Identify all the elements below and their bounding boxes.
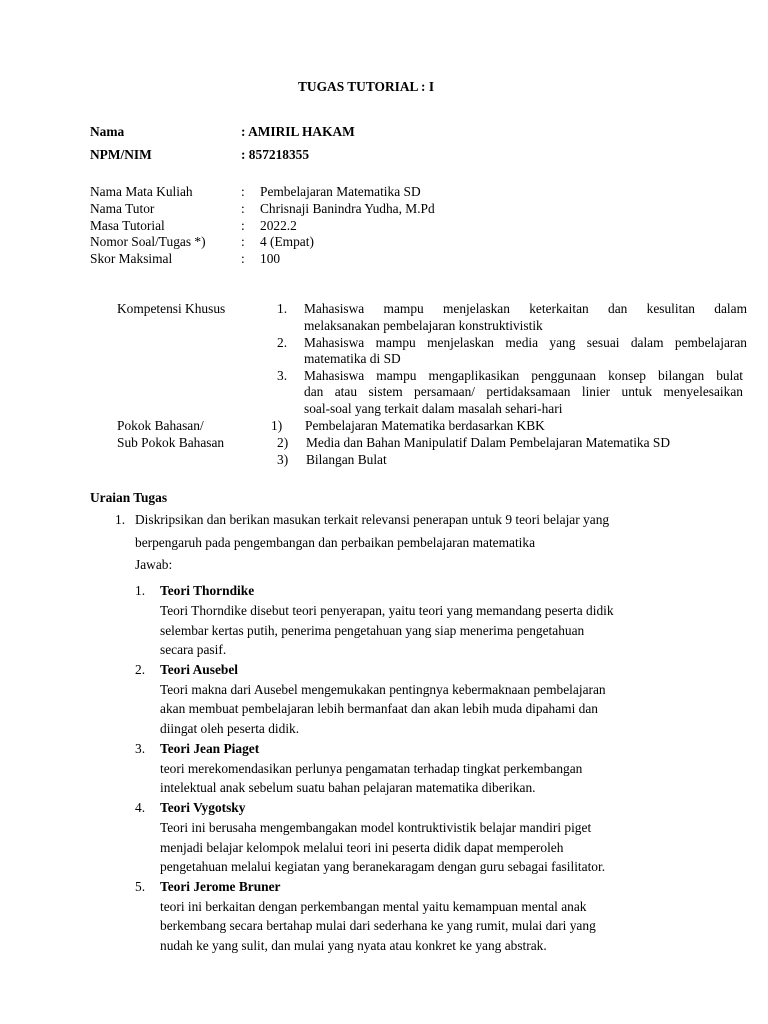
theory-text: intelektual anak sebelum suatu bahan pelajaran matematika diberikan.: [160, 780, 536, 795]
period-label: Masa Tutorial: [90, 218, 165, 233]
theory-text: secara pasif.: [160, 642, 227, 657]
max-score-value: 100: [260, 251, 281, 266]
kompetensi-text: melaksanakan pembelajaran konstruktivistik: [304, 318, 543, 333]
course-name-label: Nama Mata Kuliah: [90, 184, 193, 199]
name-value: : AMIRIL HAKAM: [241, 124, 355, 139]
pokok-num: 1): [271, 418, 283, 433]
theory-text: teori merekomendasikan perlunya pengamatan terhadap tingkat perkembangan: [160, 761, 583, 776]
theory-number: 5.: [135, 879, 146, 894]
kompetensi-num: 3.: [277, 368, 288, 383]
kompetensi-text: Mahasiswa mampu menjelaskan media yang sesuai dalam pembelajaran: [304, 335, 747, 350]
kompetensi-label: Kompetensi Khusus: [117, 301, 226, 316]
task-number-value: 4 (Empat): [260, 234, 314, 249]
theory-number: 1.: [135, 583, 146, 598]
theory-text: diingat oleh peserta didik.: [160, 721, 300, 736]
question-text: berpengaruh pada pengembangan dan perbaikan pembelajaran matematika: [135, 535, 536, 550]
task-number-separator: :: [241, 234, 245, 249]
tutor-separator: :: [241, 201, 245, 216]
theory-text: akan membuat pembelajaran lebih bermanfaat dan akan lebih muda dipahami dan: [160, 701, 598, 716]
npm-label: NPM/NIM: [90, 147, 152, 162]
kompetensi-text: Mahasiswa mampu menjelaskan keterkaitan dan kesulitan dalam: [304, 301, 747, 316]
page-title: TUGAS TUTORIAL : I: [298, 79, 435, 94]
kompetensi-text: dan atau sistem persamaan/ pertidaksamaan linier untuk menyelesaikan: [304, 384, 743, 399]
task-number-label: Nomor Soal/Tugas *): [90, 234, 206, 249]
pokok-text: Bilangan Bulat: [306, 452, 387, 467]
theory-text: Teori Thorndike disebut teori penyerapan, yaitu teori yang memandang peserta didik: [160, 603, 614, 618]
pokok-text: Pembelajaran Matematika berdasarkan KBK: [305, 418, 545, 433]
period-value: 2022.2: [260, 218, 297, 233]
pokok-num: 2): [277, 435, 289, 450]
period-separator: :: [241, 218, 245, 233]
theory-text: selembar kertas putih, penerima pengetahuan yang siap menerima pengetahuan: [160, 623, 585, 638]
kompetensi-text: Mahasiswa mampu mengaplikasikan penggunaan konsep bilangan bulat: [304, 368, 743, 383]
theory-text: teori ini berkaitan dengan perkembangan mental yaitu kemampuan mental anak: [160, 899, 587, 914]
max-score-separator: :: [241, 251, 245, 266]
question-number: 1.: [115, 512, 126, 527]
theory-text: pengetahuan melalui kegiatan yang beranekaragam dengan guru sebagai fasilitator.: [160, 859, 606, 874]
theory-title: Teori Jean Piaget: [160, 741, 260, 756]
tutor-value: Chrisnaji Banindra Yudha, M.Pd: [260, 201, 435, 216]
theory-text: Teori ini berusaha mengembangakan model kontruktivistik belajar mandiri piget: [160, 820, 592, 835]
theory-title: Teori Ausebel: [160, 662, 238, 677]
theory-number: 3.: [135, 741, 146, 756]
theory-number: 4.: [135, 800, 146, 815]
course-name-value: Pembelajaran Matematika SD: [260, 184, 421, 199]
theory-number: 2.: [135, 662, 146, 677]
theory-text: nudah ke yang sulit, dan mulai yang nyata atau konkret ke yang abstrak.: [160, 938, 547, 953]
max-score-label: Skor Maksimal: [90, 251, 173, 266]
kompetensi-text: matematika di SD: [304, 351, 401, 366]
theory-title: Teori Jerome Bruner: [160, 879, 281, 894]
kompetensi-text: soal-soal yang terkait dalam masalah sehari-hari: [304, 401, 563, 416]
theory-title: Teori Thorndike: [160, 583, 255, 598]
sub-pokok-label: Sub Pokok Bahasan: [117, 435, 225, 450]
theory-text: menjadi belajar kelompok melalui teori ini peserta didik dapat memperoleh: [160, 840, 564, 855]
tutor-label: Nama Tutor: [90, 201, 155, 216]
theory-text: Teori makna dari Ausebel mengemukakan pentingnya kebermaknaan pembelajaran: [160, 682, 606, 697]
course-name-separator: :: [241, 184, 245, 199]
pokok-text: Media dan Bahan Manipulatif Dalam Pembelajaran Matematika SD: [306, 435, 671, 450]
name-label: Nama: [90, 124, 125, 139]
uraian-heading: Uraian Tugas: [90, 490, 168, 505]
pokok-label: Pokok Bahasan/: [117, 418, 204, 433]
theory-text: berkembang secara bertahap mulai dari sederhana ke yang rumit, mulai dari yang: [160, 918, 596, 933]
question-text: Diskripsikan dan berikan masukan terkait relevansi penerapan untuk 9 teori belajar yang: [135, 512, 610, 527]
npm-value: : 857218355: [241, 147, 310, 162]
theory-title: Teori Vygotsky: [160, 800, 246, 815]
answer-label: Jawab:: [135, 557, 173, 572]
pokok-num: 3): [277, 452, 289, 467]
kompetensi-num: 1.: [277, 301, 288, 316]
kompetensi-num: 2.: [277, 335, 288, 350]
